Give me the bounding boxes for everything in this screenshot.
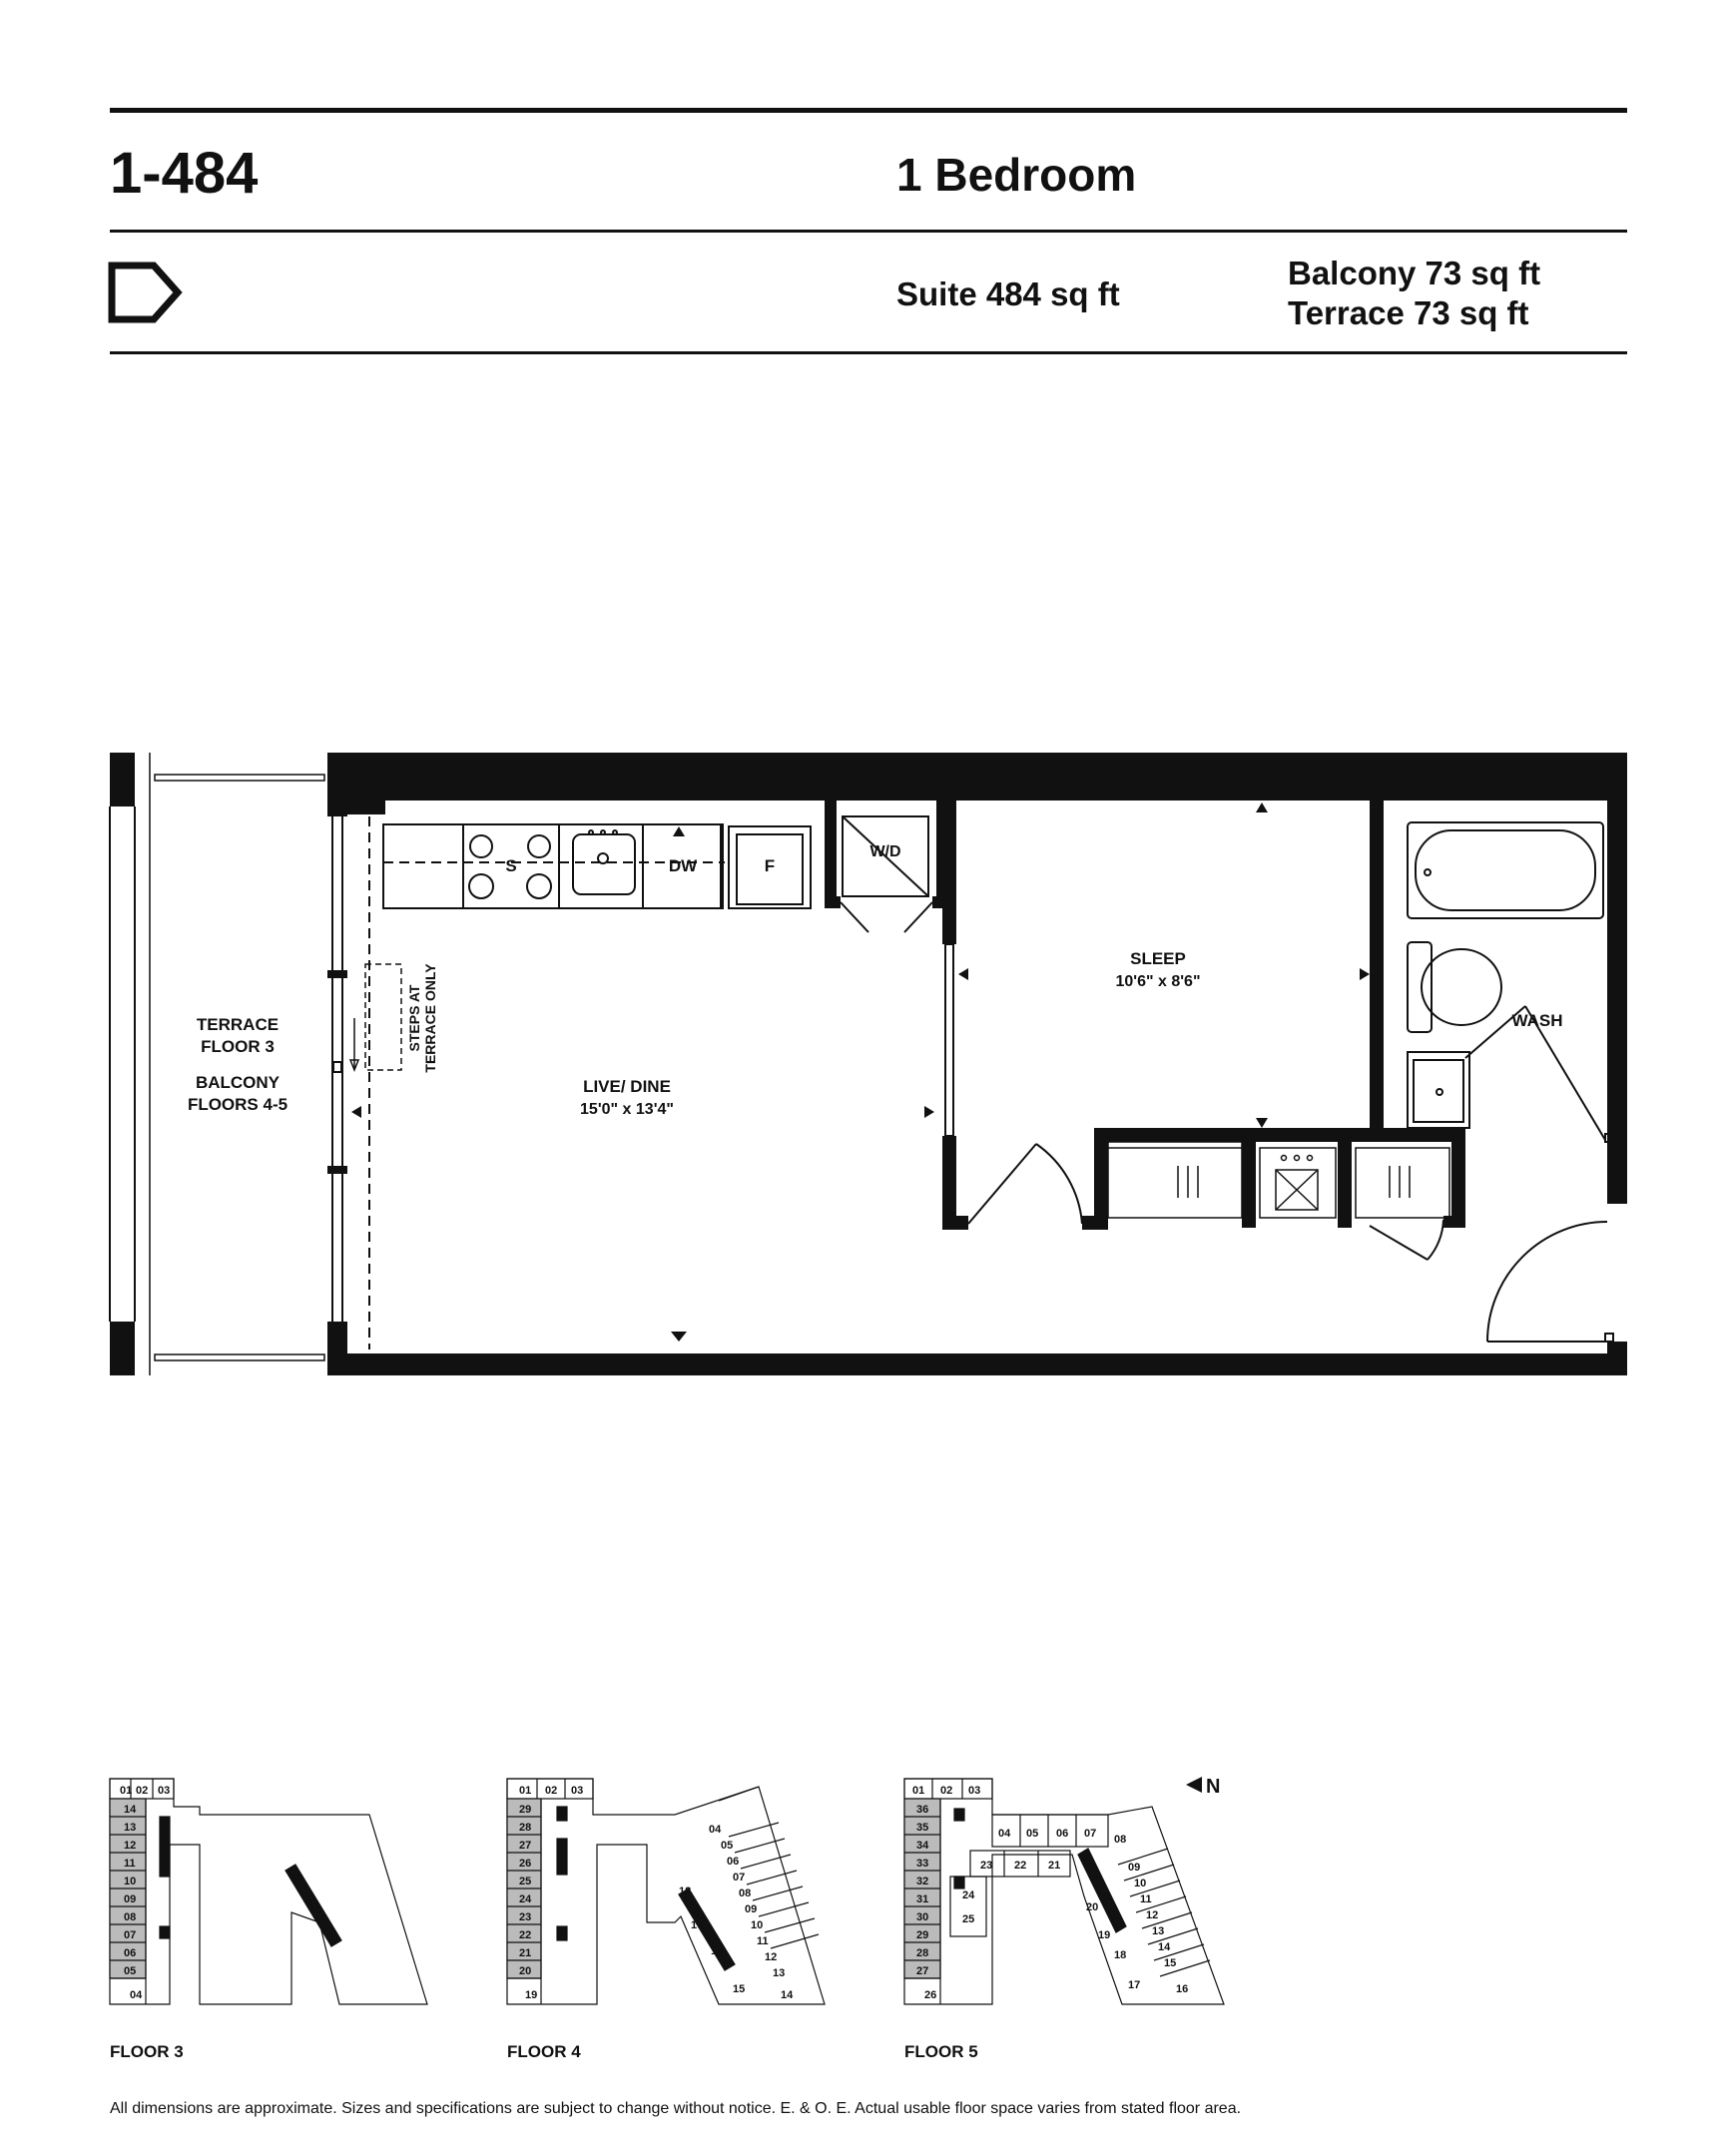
svg-text:02: 02	[545, 1785, 558, 1797]
floor-5-label: FLOOR 5	[904, 2042, 978, 2061]
svg-text:20: 20	[519, 1965, 532, 1977]
svg-text:26: 26	[924, 1989, 937, 2001]
svg-text:22: 22	[519, 1929, 532, 1941]
svg-text:24: 24	[962, 1889, 975, 1901]
svg-text:16: 16	[711, 1945, 724, 1957]
sink-icon	[573, 834, 635, 894]
balcony-label: BALCONY	[195, 1073, 281, 1092]
svg-text:36: 36	[916, 1804, 929, 1816]
svg-text:13: 13	[1152, 1925, 1165, 1937]
svg-text:12: 12	[124, 1840, 137, 1852]
svg-text:17: 17	[1128, 1979, 1141, 1991]
svg-text:35: 35	[916, 1822, 929, 1834]
svg-text:09: 09	[1128, 1862, 1141, 1874]
exterior-walls	[327, 753, 1627, 1375]
balcony-area: Balcony 73 sq ft	[1288, 255, 1541, 291]
live-dine-dimensions: 15'0" x 13'4"	[580, 1101, 674, 1118]
svg-text:03: 03	[571, 1785, 584, 1797]
balcony-floors-label: FLOORS 4-5	[187, 1095, 288, 1114]
svg-text:03: 03	[158, 1785, 171, 1797]
stove-label: S	[505, 856, 517, 875]
svg-text:21: 21	[1048, 1860, 1061, 1872]
mechanical-icon	[1260, 1148, 1336, 1218]
svg-text:01: 01	[120, 1785, 133, 1797]
svg-text:26: 26	[519, 1858, 532, 1870]
svg-text:10: 10	[1134, 1878, 1147, 1889]
svg-text:33: 33	[916, 1858, 929, 1870]
keyplan-floor-5	[904, 1779, 1224, 2004]
terrace-strip	[110, 753, 324, 1375]
svg-text:31: 31	[916, 1893, 929, 1905]
svg-text:11: 11	[1140, 1893, 1152, 1905]
dimension-arrows	[351, 803, 1370, 1342]
svg-text:04: 04	[130, 1989, 143, 2001]
svg-text:34: 34	[916, 1840, 929, 1852]
svg-text:06: 06	[124, 1947, 137, 1959]
floor-4-label: FLOOR 4	[507, 2042, 581, 2061]
svg-text:06: 06	[1056, 1828, 1069, 1840]
bathroom-fixtures	[1408, 822, 1603, 1128]
fridge-label: F	[764, 856, 776, 875]
toilet-icon	[1408, 942, 1432, 1032]
svg-text:11: 11	[757, 1935, 769, 1947]
suite-number: 1-484	[110, 141, 259, 206]
svg-text:10: 10	[124, 1876, 137, 1887]
steps-terrace-label: TERRACE ONLY	[422, 963, 438, 1073]
suite-type: 1 Bedroom	[896, 149, 1137, 201]
svg-text:20: 20	[1086, 1901, 1099, 1913]
svg-text:25: 25	[962, 1913, 975, 1925]
suite-area: Suite 484 sq ft	[896, 275, 1120, 312]
sleep-dimensions: 10'6" x 8'6"	[1115, 973, 1201, 990]
svg-text:02: 02	[940, 1785, 953, 1797]
svg-text:06: 06	[727, 1856, 740, 1868]
svg-text:04: 04	[998, 1828, 1011, 1840]
svg-text:27: 27	[916, 1965, 929, 1977]
svg-text:15: 15	[733, 1983, 746, 1995]
svg-text:11: 11	[124, 1858, 136, 1870]
closets	[1108, 1142, 1449, 1218]
svg-text:14: 14	[124, 1804, 137, 1816]
svg-text:27: 27	[519, 1840, 532, 1852]
terrace-area: Terrace 73 sq ft	[1288, 294, 1529, 331]
svg-text:15: 15	[1164, 1957, 1177, 1969]
svg-text:19: 19	[525, 1989, 538, 2001]
svg-text:12: 12	[765, 1951, 778, 1963]
svg-text:13: 13	[773, 1967, 786, 1979]
svg-text:16: 16	[1176, 1983, 1189, 1995]
svg-text:29: 29	[519, 1804, 532, 1816]
svg-text:13: 13	[124, 1822, 137, 1834]
svg-text:25: 25	[519, 1876, 532, 1887]
svg-text:23: 23	[519, 1911, 532, 1923]
live-dine-label: LIVE/ DINE	[583, 1077, 671, 1096]
svg-text:28: 28	[916, 1947, 929, 1959]
floor-3-label: FLOOR 3	[110, 2042, 184, 2061]
svg-text:07: 07	[1084, 1828, 1097, 1840]
svg-text:18: 18	[1114, 1949, 1127, 1961]
svg-text:03: 03	[968, 1785, 981, 1797]
svg-text:09: 09	[124, 1893, 137, 1905]
disclaimer: All dimensions are approximate. Sizes and specifications are subject to change without notice. E. & O. E. Actual usable floor space varies from stated floor area.	[110, 2100, 1242, 2117]
svg-text:02: 02	[136, 1785, 149, 1797]
north-arrow-icon	[1186, 1777, 1202, 1793]
svg-text:09: 09	[745, 1903, 758, 1915]
svg-text:18: 18	[679, 1886, 692, 1897]
svg-text:14: 14	[781, 1989, 794, 2001]
terrace-floor-label: FLOOR 3	[201, 1037, 275, 1056]
wash-label: WASH	[1511, 1011, 1563, 1030]
svg-text:07: 07	[124, 1929, 137, 1941]
dishwasher-label: DW	[668, 856, 698, 875]
steps-marker	[350, 964, 401, 1070]
svg-text:30: 30	[916, 1911, 929, 1923]
svg-text:01: 01	[519, 1785, 532, 1797]
terrace-label: TERRACE	[196, 1015, 280, 1034]
north-label: N	[1206, 1776, 1221, 1798]
svg-text:22: 22	[1014, 1860, 1027, 1872]
svg-text:19: 19	[1098, 1929, 1111, 1941]
svg-text:05: 05	[1026, 1828, 1039, 1840]
svg-text:08: 08	[1114, 1834, 1127, 1846]
svg-text:04: 04	[709, 1824, 722, 1836]
svg-text:28: 28	[519, 1822, 532, 1834]
svg-text:23: 23	[980, 1860, 993, 1872]
svg-text:07: 07	[733, 1872, 746, 1884]
svg-text:08: 08	[124, 1911, 137, 1923]
svg-text:24: 24	[519, 1893, 532, 1905]
svg-text:29: 29	[916, 1929, 929, 1941]
bathtub-icon	[1408, 822, 1603, 918]
svg-text:10: 10	[751, 1919, 764, 1931]
svg-text:12: 12	[1146, 1909, 1159, 1921]
steps-label: STEPS AT	[406, 984, 422, 1052]
svg-text:08: 08	[739, 1887, 752, 1899]
svg-text:21: 21	[519, 1947, 532, 1959]
kitchen	[383, 816, 928, 908]
interior-walls	[825, 801, 1465, 1230]
sleep-label: SLEEP	[1130, 949, 1186, 968]
washer-dryer-label: W/D	[869, 843, 901, 860]
svg-text:05: 05	[721, 1840, 734, 1852]
svg-text:01: 01	[912, 1785, 925, 1797]
svg-text:14: 14	[1158, 1941, 1171, 1953]
svg-text:32: 32	[916, 1876, 929, 1887]
keyplan-floor-3	[110, 1779, 427, 2004]
svg-text:17: 17	[691, 1919, 704, 1931]
svg-text:05: 05	[124, 1965, 137, 1977]
